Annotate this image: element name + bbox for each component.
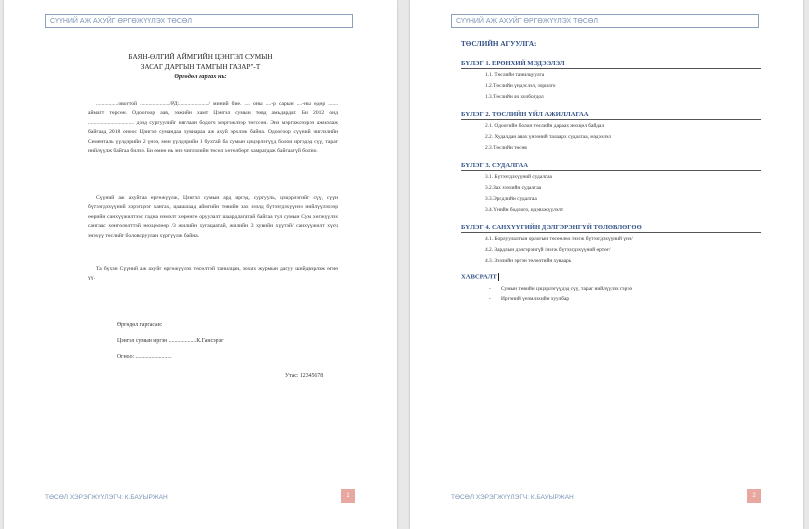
application-subtitle: Өргөдөл гаргах нь: — [174, 73, 227, 80]
appendix-title-text: ХАВСРАЛТ — [461, 273, 497, 281]
chapter-4-title: БҮЛЭГ 4. САНХҮҮГИЙН ДЭЛГЭРЭНГҮЙ ТӨЛӨВЛӨГӨӨ — [461, 224, 642, 231]
toc-item: 4.3. Зээлийн эргэн төлөлтийн хуваарь — [485, 258, 572, 264]
addressee-line-2: ЗАСАГ ДАРГЫН ТАМГЫН ГАЗАР"-Т — [140, 63, 261, 71]
date-line: Огноо: ......................... — [117, 354, 172, 360]
bullet-dash: - — [489, 296, 491, 302]
chapter-2-rule — [461, 119, 761, 120]
page-header: СҮҮНИЙ АЖ АХУЙГ ӨРГӨЖҮҮЛЭХ ТӨСӨЛ — [451, 14, 759, 28]
toc-item: 3.2.Зах зээлийн судалгаа — [485, 185, 542, 191]
paragraph-1: ................овогтой ...................../РД:...................../ миний бие. .... оны ....-р сарын ....-ны өдөр ....... аймагт төрсөн. Одоогоор аав, ээжийн хамт Цэнгэл сумын төвд амьдардаг. Би 2012 онд ................................. дээд сургуулийг няглаан бодогч мэргэжлээр төгссөн. Энэ мэргэжлээрээ ажиллаж байгаад 2018 оноос Цэнгэл сумандаа хувиараа аж ахуй эрхлэж байна. Одоогоор сүүний чиглэлийн Сементаль үүлдэрийн 2 үнээ, мөн үүлдэрийн 1 бухтай ба сумын цэцэрлэгүүд болон иргэдэд сүү, тараг нийлүүлж байгаа билээ. Би өмнө нь энэ чиглэлийн төсөл хөтөлбөрт хамрагдаж байгаагүй болно. — [88, 101, 338, 155]
appendix-item-text: Иргэний үнэмлэхийн хуулбар — [501, 296, 570, 302]
appendix-item-text: Сумын төвийн цэцэрлэгүүдэд сүү, тараг нийлүүлэх гэрээ — [501, 286, 633, 292]
bullet-dash: - — [489, 286, 491, 292]
text-cursor — [498, 273, 499, 281]
chapter-1-rule — [461, 68, 761, 69]
chapter-3-title: БҮЛЭГ 3. СУДАЛГАА — [461, 162, 529, 169]
appendix-title[interactable] — [461, 273, 499, 281]
page-number: 1 — [341, 489, 355, 503]
toc-item: 2.3.Төслийн төсөв — [485, 145, 527, 151]
toc-item: 1.1. Төслийн танилцуулга — [485, 72, 545, 78]
appendix-item — [489, 286, 632, 292]
toc-item: 1.2.Төслийн үндэслэл, зорилго — [485, 83, 556, 89]
phone-line: Утас: 12345678 — [285, 373, 324, 379]
toc-title: ТӨСЛИЙН АГУУЛГА: — [461, 40, 537, 48]
page-footer: ТӨСӨЛ ХЭРЭГЖҮҮЛЭГЧ: К.БАУЫРЖАН — [45, 494, 168, 501]
paragraph-2: Сүүний аж ахуйгаа өргөжүүлж, Цэнгэл сумын ард иргэд, сургууль, цэцэрлэгийг сүү, сүүн бүтээгдэхүүний хэрэгцээг хангах, цаашлаад аймгийн төвийн зах зээлд бүтээгдэхүүнээ нийлүүлэхээр өөрийн санхүүжилтээс гадна нэмэлт хөрөнгө оруулалт шаардлагатай байгаа тул сумын Сум хөгжүүлэх сангаас хөнгөлөлттэй нөхцөлөөр /3 жилийн хугацаатай, жилийн 3 хувийн хүүтэй/ санхүүжилт хүсч энэхүү төслийг боловсруулан хүргүүлж байна. — [88, 195, 338, 239]
addressee-line-1: БАЯН-ӨЛГИЙ АЙМГИЙН ЦЭНГЭЛ СУМЫН — [128, 53, 273, 61]
toc-item: 4.1. Борлуулалтын орлогын төсөөлөл /нэгж бүтээгдэхүүний үнэ/ — [485, 236, 633, 242]
toc-item: 2.2. Худалдан авах үнээний талаарх судалгаа, мэдээлэл — [485, 134, 611, 140]
page-header: СҮҮНИЙ АЖ АХУЙГ ӨРГӨЖҮҮЛЭХ ТӨСӨЛ — [45, 14, 353, 28]
chapter-3-rule — [461, 170, 761, 171]
toc-item: 1.3.Төслийн ач холбогдол — [485, 94, 544, 100]
page-number: 2 — [747, 489, 761, 503]
chapter-1-title: БҮЛЭГ 1. ЕРӨНХИЙ МЭДЭЭЛЭЛ — [461, 60, 565, 67]
toc-item: 3.4.Үнийн бодлого, идэвхжүүлэлт — [485, 207, 564, 213]
signature-label: Өргөдөл гаргасан: — [117, 322, 163, 328]
paragraph-3: Та бүхэн Сүүний аж ахуйг өргөжүүлэх төсөлтэй танилцан, зохих журмын дагуу шийдвэрлэж өгнө үү. — [88, 266, 338, 282]
toc-item: 4.2. Зардлын дэлгэрэнгүй /нэгж бүтээгдэхүүний өртөг/ — [485, 247, 611, 253]
document-page-2 — [410, 0, 803, 529]
page-footer: ТӨСӨЛ ХЭРЭГЖҮҮЛЭГЧ: К.БАУЫРЖАН — [451, 494, 574, 501]
toc-item: 3.3.Эрсдлийн судалгаа — [485, 196, 537, 202]
toc-item: 2.1. Одоогийн болон төслийн дараах нөхцөл байдал — [485, 123, 605, 129]
document-page-1 — [4, 0, 397, 529]
toc-item: 3.1. Бүтээгдэхүүний судалгаа — [485, 174, 552, 180]
appendix-item — [489, 296, 569, 302]
chapter-2-title: БҮЛЭГ 2. ТӨСЛИЙН ҮЙЛ АЖИЛЛАГАА — [461, 111, 589, 118]
chapter-4-rule — [461, 232, 761, 233]
signature-line: Цэнгэл сумын иргэн ...................К.Гансэрэг — [117, 338, 224, 344]
